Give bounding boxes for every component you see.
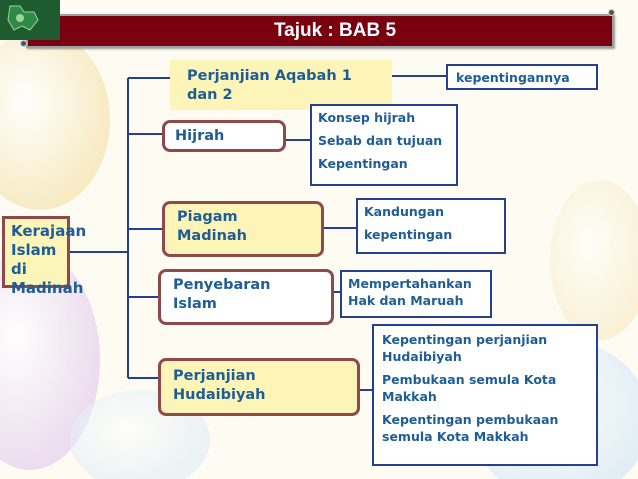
category-hijrah xyxy=(162,120,286,152)
title-bar-dot-right xyxy=(608,9,615,16)
detail-box-hijrah xyxy=(310,104,458,186)
category-label: Hijrah xyxy=(175,128,225,144)
root-node xyxy=(2,216,87,297)
detail-item: kepentingannya xyxy=(456,70,570,85)
category-perjanjian-aqabah xyxy=(170,60,392,110)
detail-item: Kepentingan perjanjian Hudaibiyah xyxy=(382,332,548,364)
detail-item: Kepentingan xyxy=(318,156,408,171)
category-penyebaran-islam xyxy=(158,269,334,325)
detail-item: kepentingan xyxy=(364,227,453,242)
detail-box-hudaibiyah xyxy=(372,324,598,466)
detail-item: Mempertahankan Hak dan Maruah xyxy=(348,276,472,308)
category-label: Perjanjian Aqabah 1 dan 2 xyxy=(187,68,352,103)
category-label: Perjanjian Hudaibiyah xyxy=(173,368,266,403)
category-piagam-madinah xyxy=(162,201,324,257)
detail-box-aqabah xyxy=(446,64,598,90)
detail-item: Kandungan xyxy=(364,204,445,219)
detail-box-piagam xyxy=(356,198,506,254)
category-perjanjian-hudaibiyah xyxy=(158,358,360,416)
detail-item: Kepentingan pembukaan semula Kota Makkah xyxy=(382,412,559,444)
detail-item: Konsep hijrah xyxy=(318,110,416,125)
corner-ornament xyxy=(0,0,60,40)
title-bar-dot-left xyxy=(20,40,27,47)
page-title: Tajuk : BAB 5 xyxy=(273,20,397,41)
title-bar xyxy=(26,14,614,48)
detail-box-penyebaran xyxy=(340,270,492,318)
detail-item: Sebab dan tujuan xyxy=(318,133,443,148)
category-label: Penyebaran Islam xyxy=(173,277,271,312)
detail-item: Pembukaan semula Kota Makkah xyxy=(382,372,557,404)
root-label: Kerajaan Islam di Madinah xyxy=(11,222,87,297)
category-label: Piagam Madinah xyxy=(177,209,247,244)
